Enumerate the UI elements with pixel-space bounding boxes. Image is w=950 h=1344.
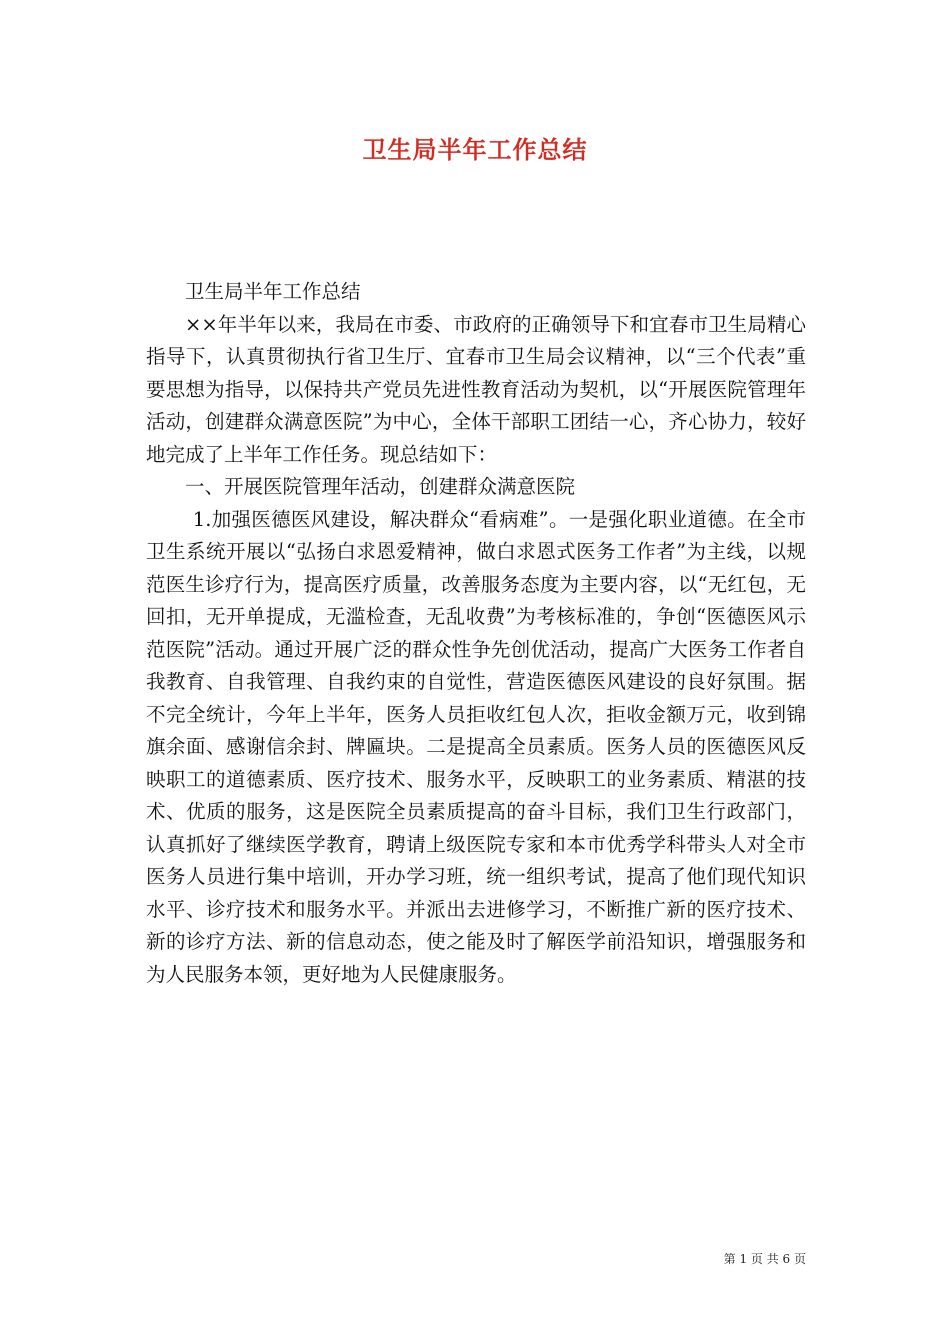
body-heading: 卫生局半年工作总结 xyxy=(185,280,361,303)
subsection-paragraph: 1.加强医德医风建设，解决群众“看病难”。一是强化职业道德。在全市卫生系统开展以“弘扬白求恩爱精神，做白求恩式医务工作者”为主线，以规范医生诊疗行为，提高医疗质量，改善服务态度为主要内容，以“无红包，无回扣，无开单提成，无滥检查，无乱收费”为考核标准的，争创“医德医风示范医院”活动。通过开展广泛的群众性争先创优活动，提高广大医务工作者自我教育、自我管理、自我约束的自觉性，营造医德医风建设的良好氛围。据不完全统计，今年上半年，医务人员拒收红包人次，拒收金额万元，收到锦旗余面、感谢信余封、牌匾块。二是提高全员素质。医务人员的医德医风反映职工的道德素质、医疗技术、服务水平，反映职工的业务素质、精湛的技术、优质的服务，这是医院全员素质提高的奋斗目标，我们卫生行政部门，认真抓好了继续医学教育，聘请上级医院专家和本市优秀学科带头人对全市医务人员进行集中培训，开办学习班，统一组织考试，提高了他们现代知识水平、诊疗技术和服务水平。并派出去进修学习，不断推广新的医疗技术、新的诊疗方法、新的信息动态，使之能及时了解医学前沿知识，增强服务和为人民服务本领，更好地为人民健康服务。 xyxy=(146,507,806,986)
document-title: 卫生局半年工作总结 xyxy=(362,135,588,164)
section-heading: 一、开展医院管理年活动，创建群众满意医院 xyxy=(185,475,576,498)
intro-paragraph: ××年半年以来，我局在市委、市政府的正确领导下和宜春市卫生局精心指导下，认真贯彻执行省卫生厅、宜春市卫生局会议精神，以“三个代表”重要思想为指导，以保持共产党员先进性教育活动为契机，以“开展医院管理年活动，创建群众满意医院”为中心，全体干部职工团结一心，齐心协力，较好地完成了上半年工作任务。现总结如下： xyxy=(146,312,806,466)
page-number: 第 1 页 共 6 页 xyxy=(723,1252,806,1266)
document-body xyxy=(146,276,806,991)
